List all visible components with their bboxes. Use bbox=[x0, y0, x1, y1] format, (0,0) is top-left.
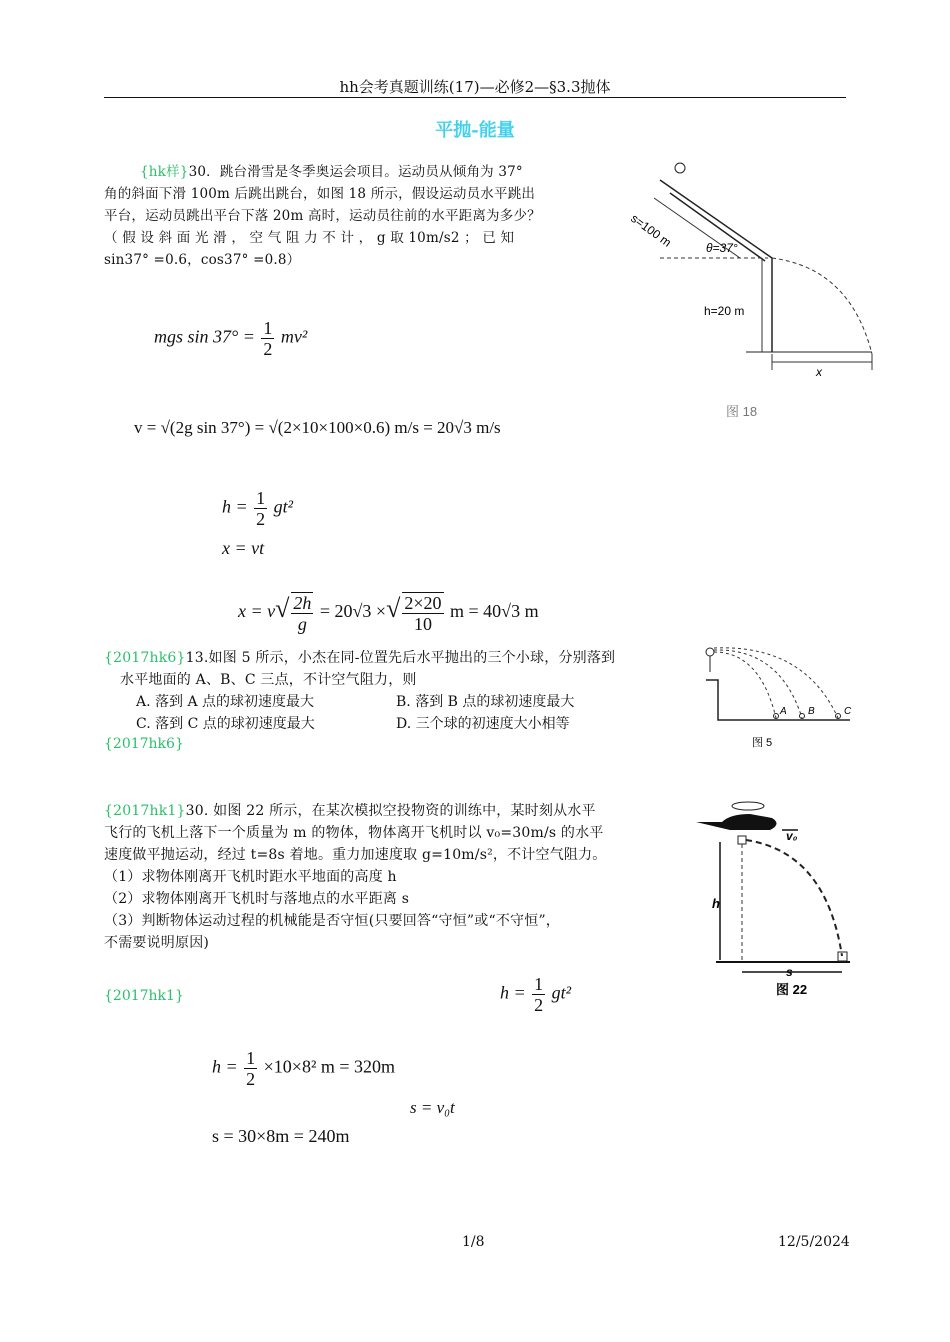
q2-tag-end: {2017hk6} bbox=[104, 736, 184, 752]
eq-rhs: m = 40√3 m bbox=[450, 601, 539, 622]
trajectory bbox=[772, 258, 872, 354]
fraction bbox=[244, 1048, 257, 1089]
rotor-icon bbox=[732, 802, 764, 810]
q2-line: 水平地面的 A、B、C 三点，不计空气阻力，则 bbox=[120, 672, 417, 688]
q3-eq2 bbox=[212, 1048, 395, 1089]
eq-mid: = 20√3 × bbox=[319, 601, 387, 622]
q1-eq2: v = √(2g sin 37°) = √(2×10×100×0.6) m/s = 20√3 m/s bbox=[134, 418, 501, 437]
q3-eq4: s = 30×8m = 240m bbox=[212, 1126, 350, 1146]
footer-date: 12/5/2024 bbox=[778, 1234, 850, 1250]
eq-rhs: gt² bbox=[551, 982, 572, 1003]
numerator: 1 bbox=[256, 488, 266, 508]
package-icon bbox=[738, 836, 746, 844]
eq-lhs: mgs sin 37° = bbox=[154, 326, 255, 347]
q3-eq3: s = v₀t bbox=[410, 1098, 455, 1117]
fraction bbox=[532, 974, 545, 1015]
theta-label: θ=37° bbox=[706, 241, 738, 255]
s-label: s=100 m bbox=[628, 211, 674, 250]
figure-caption: 图 18 bbox=[726, 404, 758, 419]
s-label: s bbox=[786, 965, 793, 979]
choice-a[interactable]: A. 落到 A 点的球初速度最大 bbox=[136, 694, 315, 710]
person-icon bbox=[706, 648, 714, 656]
q2-line: 13.如图 5 所示，小杰在同-位置先后水平抛出的三个小球，分别落到 bbox=[185, 650, 616, 666]
label-c: C bbox=[844, 706, 852, 717]
choice-d[interactable]: D. 三个球的初速度大小相等 bbox=[396, 716, 570, 732]
q3-line: 速度做平抛运动，经过 t=8s 着地。重力加速度取 g=10m/s²，不计空气阻力。 bbox=[104, 847, 607, 863]
eq-lhs: h = bbox=[212, 1056, 238, 1077]
h-label: h bbox=[712, 896, 720, 911]
fraction bbox=[402, 592, 443, 634]
page-header: hh会考真题训练(17)—必修2—§3.3抛体 bbox=[339, 78, 611, 96]
q3-eq1 bbox=[500, 974, 571, 1015]
helicopter-icon bbox=[696, 814, 777, 830]
q3-subquestion: （2）求物体刚离开飞机时与落地点的水平距离 s bbox=[104, 891, 410, 907]
q3-line: 飞行的飞机上落下一个质量为 m 的物体，物体离开飞机时以 v₀=30m/s 的水平 bbox=[104, 825, 604, 841]
q3-answer-tag: {2017hk1} bbox=[104, 988, 184, 1004]
q1-text bbox=[104, 161, 614, 271]
q1-eq4: x = vt bbox=[222, 538, 265, 558]
choice-c[interactable]: C. 落到 C 点的球初速度最大 bbox=[136, 716, 315, 732]
numerator: 2h bbox=[293, 593, 312, 613]
q1-eq5: x = v√ $\frac{2h}{g}$ = 20√3 ×√ $\frac{2\times 20}{10}$ m = 40√3 m bbox=[238, 593, 539, 634]
q1-tag: {hk样} bbox=[140, 164, 189, 180]
numerator: 1 bbox=[263, 318, 273, 338]
q1-eq1 bbox=[154, 318, 307, 359]
figure-caption: 图 5 bbox=[752, 737, 773, 749]
eq-lhs: x = v bbox=[238, 601, 276, 622]
q1-line: 平台，运动员跳出平台下落 20m 高时，运动员往前的水平距离为多少？ bbox=[104, 208, 541, 224]
x-label: x bbox=[816, 365, 822, 379]
label-b: B bbox=[808, 706, 815, 717]
figure-22 bbox=[690, 796, 866, 1006]
q1-eq3 bbox=[222, 488, 293, 529]
section-title: 平抛-能量 bbox=[435, 120, 515, 141]
q3-text bbox=[104, 800, 694, 954]
trajectory bbox=[746, 840, 842, 956]
q3-tag: {2017hk1} bbox=[104, 803, 186, 819]
q3-subquestion: 不需要说明原因) bbox=[104, 935, 210, 951]
q1-line: 角的斜面下滑 100m 后跳出跳台，如图 18 所示，假设运动员水平跳出 bbox=[104, 186, 536, 202]
denominator: 2 bbox=[256, 509, 266, 529]
choice-b[interactable]: B. 落到 B 点的球初速度最大 bbox=[396, 694, 575, 710]
q2-tag: {2017hk6} bbox=[104, 650, 186, 666]
q3-line: 30. 如图 22 所示，在某次模拟空投物资的训练中，某时刻从水平 bbox=[185, 803, 596, 819]
eq-rhs: gt² bbox=[273, 496, 294, 517]
eq-rhs: mv² bbox=[280, 326, 308, 347]
eq-rhs: ×10×8² m = 320m bbox=[263, 1056, 396, 1077]
fraction bbox=[291, 592, 313, 634]
numerator: 1 bbox=[534, 974, 544, 994]
numerator: 1 bbox=[246, 1048, 256, 1068]
denominator: 2 bbox=[534, 995, 544, 1015]
numerator: 2×20 bbox=[404, 593, 442, 613]
q2-text bbox=[104, 647, 694, 691]
skier-icon bbox=[675, 163, 685, 173]
page-number: 1/8 bbox=[462, 1234, 485, 1250]
q1-line: 30．跳台滑雪是冬季奥运会项目。运动员从倾角为 37° bbox=[188, 164, 523, 180]
trajectory-b bbox=[714, 650, 802, 718]
denominator: 10 bbox=[413, 614, 432, 634]
label-a: A bbox=[780, 706, 787, 717]
figure-caption: 图 22 bbox=[776, 982, 808, 997]
v0-label: v₀ bbox=[786, 829, 798, 843]
q3-subquestion: （3）判断物体运动过程的机械能是否守恒(只要回答“守恒”或“不守恒”， bbox=[104, 913, 560, 929]
figure-5 bbox=[700, 640, 860, 752]
denominator: 2 bbox=[263, 339, 273, 359]
trajectory-c bbox=[714, 648, 838, 718]
q1-line: （ 假 设 斜 面 光 滑 ， 空 气 阻 力 不 计 ， g 取 10m/s2 ； 已 知 bbox=[104, 230, 515, 246]
q3-subquestion: （1）求物体刚离开飞机时距水平地面的高度 h bbox=[104, 869, 397, 885]
denominator: 2 bbox=[246, 1069, 256, 1089]
header-rule bbox=[104, 97, 846, 98]
h-label: h=20 m bbox=[704, 304, 745, 318]
fraction bbox=[261, 318, 274, 359]
fraction bbox=[254, 488, 267, 529]
figure-18 bbox=[620, 158, 880, 428]
denominator: g bbox=[297, 614, 307, 634]
eq-lhs: h = bbox=[500, 982, 526, 1003]
q1-line: sin37° =0.6，cos37° =0.8） bbox=[104, 252, 301, 268]
eq-lhs: h = bbox=[222, 496, 248, 517]
trajectory-a bbox=[714, 652, 776, 718]
